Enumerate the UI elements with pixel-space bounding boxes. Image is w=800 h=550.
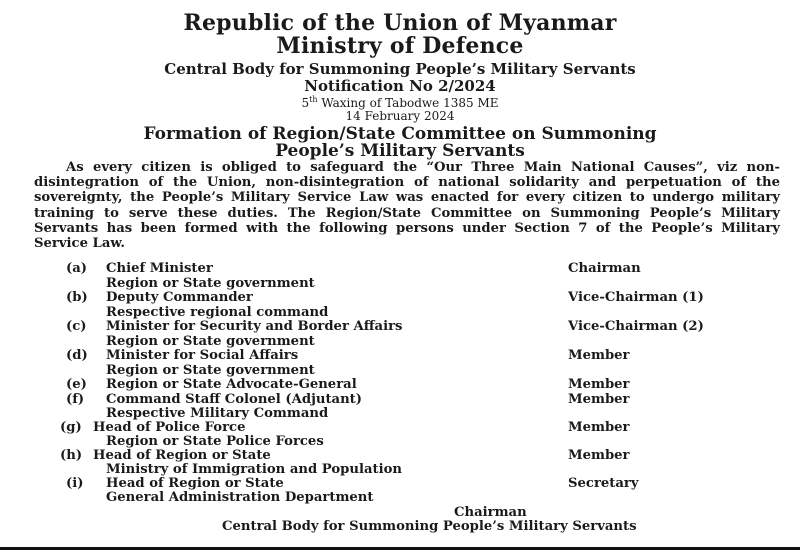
- member-org: Ministry of Immigration and Population: [106, 462, 403, 477]
- date-ordinal: th: [309, 95, 318, 104]
- member-role: Member: [568, 448, 630, 463]
- member-org: Region or State government: [106, 334, 315, 349]
- central-body-heading: Central Body for Summoning People’s Military Servants: [164, 60, 636, 78]
- gregorian-date: 14 February 2024: [345, 109, 455, 123]
- member-label: (h): [60, 448, 83, 463]
- member-role: Vice-Chairman (2): [568, 319, 704, 334]
- member-org: Respective Military Command: [106, 406, 329, 421]
- member-role: Vice-Chairman (1): [568, 290, 704, 305]
- member-org: General Administration Department: [106, 490, 374, 505]
- member-title: Chief Minister: [106, 261, 213, 276]
- member-role: Member: [568, 348, 630, 363]
- ministry-heading: Ministry of Defence: [276, 33, 524, 59]
- date-rest: Waxing of Tabodwe 1385 ME: [317, 96, 499, 110]
- member-title: Command Staff Colonel (Adjutant): [106, 392, 363, 407]
- member-title: Minister for Security and Border Affairs: [106, 319, 403, 334]
- member-label: (e): [66, 377, 87, 392]
- member-label: (c): [66, 319, 87, 334]
- title-line-2: People’s Military Servants: [275, 141, 525, 161]
- member-role: Member: [568, 377, 630, 392]
- member-org: Respective regional command: [106, 305, 329, 320]
- member-title: Head of Police Force: [93, 420, 246, 435]
- member-label: (g): [60, 420, 82, 435]
- date-day: 5: [301, 96, 310, 110]
- member-title: Region or State Advocate-General: [106, 377, 357, 392]
- country-heading: Republic of the Union of Myanmar: [183, 10, 617, 36]
- member-org: Region or State government: [106, 363, 315, 378]
- member-title: Minister for Social Affairs: [106, 348, 299, 363]
- notification-number: Notification No 2/2024: [304, 77, 496, 95]
- member-label: (i): [66, 476, 84, 491]
- member-title: Head of Region or State: [106, 476, 284, 491]
- member-label: (d): [66, 348, 88, 363]
- member-role: Secretary: [568, 476, 639, 491]
- member-org: Region or State government: [106, 276, 315, 291]
- member-label: (f): [66, 392, 85, 407]
- signature-body: Central Body for Summoning People’s Military Servants: [222, 519, 637, 534]
- member-title: Deputy Commander: [106, 290, 253, 305]
- member-label: (b): [66, 290, 88, 305]
- member-org: Region or State Police Forces: [106, 434, 324, 449]
- member-role: Member: [568, 392, 630, 407]
- member-title: Head of Region or State: [93, 448, 271, 463]
- signature-title: Chairman: [454, 505, 527, 520]
- member-role: Member: [568, 420, 630, 435]
- member-label: (a): [66, 261, 88, 276]
- body-paragraph: As every citizen is obliged to safeguard the “Our Three Main National Causes”, viz non-disintegration of the Union, non-disintegration of national solidarity and perpetuation of the sovereignty, the People’s Military Service Law was enacted for every citizen to undergo military training to serve these duties. The Region/State Committee on Summoning People’s Military Servants has been formed with the following persons under Section 7 of the People’s Military Service Law.: [34, 160, 780, 252]
- title-line-1: Formation of Region/State Committee on Summoning: [143, 124, 657, 144]
- member-role: Chairman: [568, 261, 641, 276]
- myanmar-date: [0, 96, 800, 110]
